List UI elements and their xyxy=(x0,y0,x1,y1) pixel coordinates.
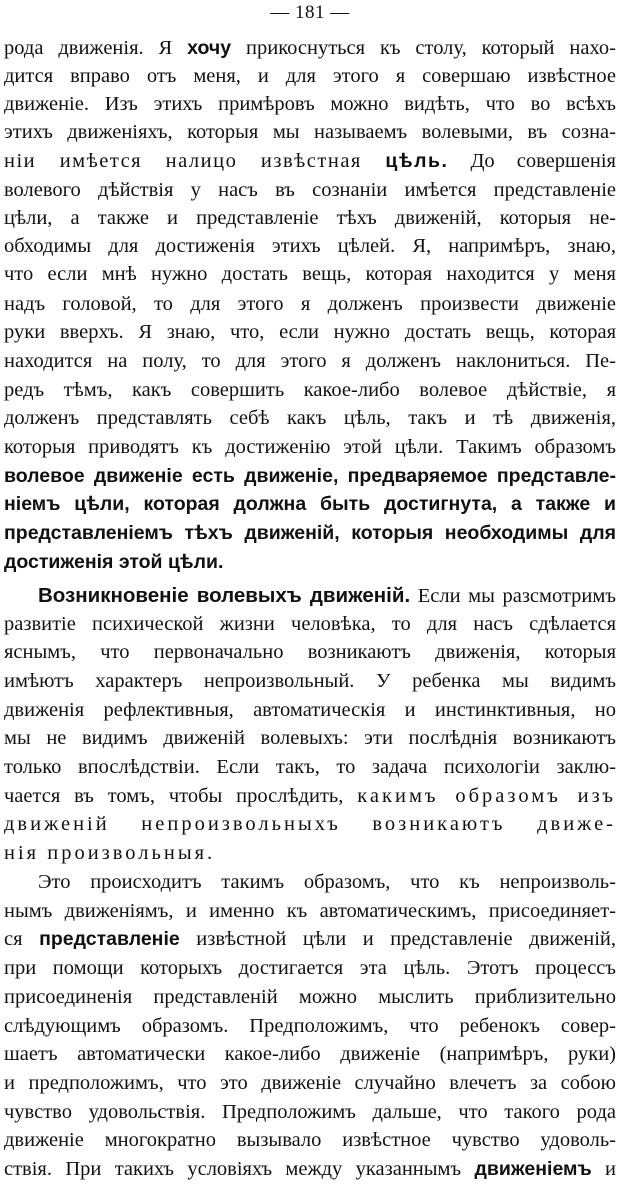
text-line xyxy=(4,347,616,375)
text-line xyxy=(4,782,616,810)
text-run: находится на полу, то для этого я долженъ наклониться. Пе- xyxy=(4,350,616,372)
text-line xyxy=(4,433,616,461)
text-line xyxy=(4,897,616,925)
text-line xyxy=(4,34,616,62)
text-run: руки вверхъ. Я знаю, что, если нужно достать вещь, которая xyxy=(4,321,616,343)
text-run: обходимы для достиженія этихъ цѣлей. Я, напримѣръ, знаю, xyxy=(4,235,616,257)
text-line xyxy=(4,376,616,404)
text-line xyxy=(4,1126,616,1154)
text-run: рода движенія. Я xyxy=(4,37,188,59)
text-run: ствія. При такихъ условіяхъ между указаннымъ xyxy=(4,1158,475,1180)
text-run: Это происходитъ такимъ образомъ, что къ непроизволь- xyxy=(38,871,616,893)
text-run: ніи имѣется налицо извѣстная xyxy=(4,150,386,172)
text-run: хочу xyxy=(187,37,232,59)
text-line xyxy=(4,232,616,260)
text-line xyxy=(38,868,616,896)
text-line xyxy=(4,548,616,576)
text-run: только впослѣдствіи. Если такъ, то задача психологіи заклю- xyxy=(4,756,616,778)
text-run: что если мнѣ нужно достать вещь, которая находится у меня xyxy=(4,263,616,285)
text-line xyxy=(4,204,616,232)
text-line xyxy=(4,260,616,288)
text-line xyxy=(4,610,616,638)
text-run: и xyxy=(591,1158,616,1180)
text-line xyxy=(4,1012,616,1040)
text-run: движеній непроизвольныхъ возникаютъ движе- xyxy=(4,813,616,835)
text-run: движеніе. Изъ этихъ примѣровъ можно видѣть, что во всѣхъ xyxy=(4,93,616,115)
text-run: ніемъ цѣли, которая должна быть достигнута, а также и xyxy=(4,493,616,515)
text-run: и предположимъ, что это движеніе случайно влечетъ за собою xyxy=(4,1072,616,1094)
text-line xyxy=(4,147,616,175)
text-line xyxy=(4,404,616,432)
text-line xyxy=(4,462,616,490)
text-line xyxy=(4,753,616,781)
text-line xyxy=(4,983,616,1011)
text-line xyxy=(4,318,616,346)
text-run: редъ тѣмъ, какъ совершить какое-либо волевое дѣйствіе, я xyxy=(4,379,616,401)
text-run: яснымъ, что первоначально возникаютъ движенія, которыя xyxy=(4,641,616,663)
text-line xyxy=(4,839,616,867)
text-run: дится вправо отъ меня, и для этого я совершаю извѣстное xyxy=(4,65,616,87)
text-line xyxy=(4,696,616,724)
text-run: присоединенія представленій можно мыслить приблизительно xyxy=(4,986,616,1008)
text-line xyxy=(38,582,616,610)
text-line xyxy=(4,62,616,90)
text-run: движеніемъ xyxy=(474,1158,592,1180)
text-line xyxy=(4,490,616,518)
text-run: чувство удовольствія. Предположимъ дальше, что такого рода xyxy=(4,1101,616,1123)
text-run: мы не видимъ движеній волевыхъ: эти послѣднія возникаютъ xyxy=(4,727,616,749)
text-run: имѣютъ характеръ непроизвольный. У ребенка мы видимъ xyxy=(4,670,616,692)
text-run: прикоснуться къ столу, который нахо- xyxy=(231,37,616,59)
text-line xyxy=(4,1069,616,1097)
text-run: этихъ движеніяхъ, которыя мы называемъ волевыми, въ созна- xyxy=(4,121,616,143)
text-run: долженъ представлять себѣ какъ цѣль, такъ и тѣ движенія, xyxy=(4,407,616,429)
text-line xyxy=(4,90,616,118)
text-line xyxy=(4,519,616,547)
text-run: Если мы разсмотримъ xyxy=(410,585,616,607)
text-run: какимъ образомъ изъ xyxy=(357,785,616,807)
text-line xyxy=(4,667,616,695)
text-run: представленіемъ тѣхъ движеній, которыя необходимы для xyxy=(4,522,616,544)
text-line xyxy=(4,638,616,666)
text-line xyxy=(4,176,616,204)
text-run: ся xyxy=(4,928,40,950)
text-run: шаетъ автоматически какое-либо движеніе (напримѣръ, руки) xyxy=(4,1043,616,1065)
text-line xyxy=(4,954,616,982)
text-line xyxy=(4,1098,616,1126)
text-run: достиженія этой цѣли. xyxy=(4,551,224,573)
text-line xyxy=(4,925,616,953)
text-run: развитіе психической жизни человѣка, то для насъ сдѣлается xyxy=(4,613,616,635)
text-run: движенія рефлективныя, автоматическія и инстинктивныя, но xyxy=(4,699,616,721)
page-number: — 181 — xyxy=(270,2,350,23)
text-run: при помощи которыхъ достигается эта цѣль. Этотъ процессъ xyxy=(4,957,616,979)
text-line xyxy=(4,290,616,318)
text-run: слѣдующимъ образомъ. Предположимъ, что ребенокъ совер- xyxy=(4,1015,616,1037)
text-run: которыя приводятъ къ достиженію этой цѣли. Такимъ образомъ xyxy=(4,436,616,458)
text-run: цѣли, а также и представленіе тѣхъ движеній, которыя не- xyxy=(4,207,616,229)
text-line xyxy=(4,1040,616,1068)
text-run: представленіе xyxy=(39,928,180,950)
text-line xyxy=(4,724,616,752)
text-run: До совершенія xyxy=(448,150,616,172)
text-line xyxy=(4,810,616,838)
text-line xyxy=(4,1155,616,1183)
text-run: чается въ томъ, чтобы прослѣдить, xyxy=(4,785,358,807)
text-run: волевого дѣйствія у насъ въ сознаніи имѣется представленіе xyxy=(4,179,616,201)
text-run: Возникновеніе волевыхъ движеній. xyxy=(38,584,411,607)
text-run: волевое движеніе есть движеніе, предваряемое представле- xyxy=(4,465,616,487)
text-run: извѣстной цѣли и представленіе движеній, xyxy=(179,928,616,950)
text-run: цѣль. xyxy=(385,150,449,172)
text-run: нія произвольныя. xyxy=(4,842,216,864)
text-run: надъ головой, то для этого я долженъ произвести движеніе xyxy=(4,293,616,315)
text-line xyxy=(4,118,616,146)
text-run: нымъ движеніямъ, и именно къ автоматическимъ, присоединяет- xyxy=(4,900,616,922)
text-run: движеніе многократно вызывало извѣстное чувство удоволь- xyxy=(4,1129,616,1151)
